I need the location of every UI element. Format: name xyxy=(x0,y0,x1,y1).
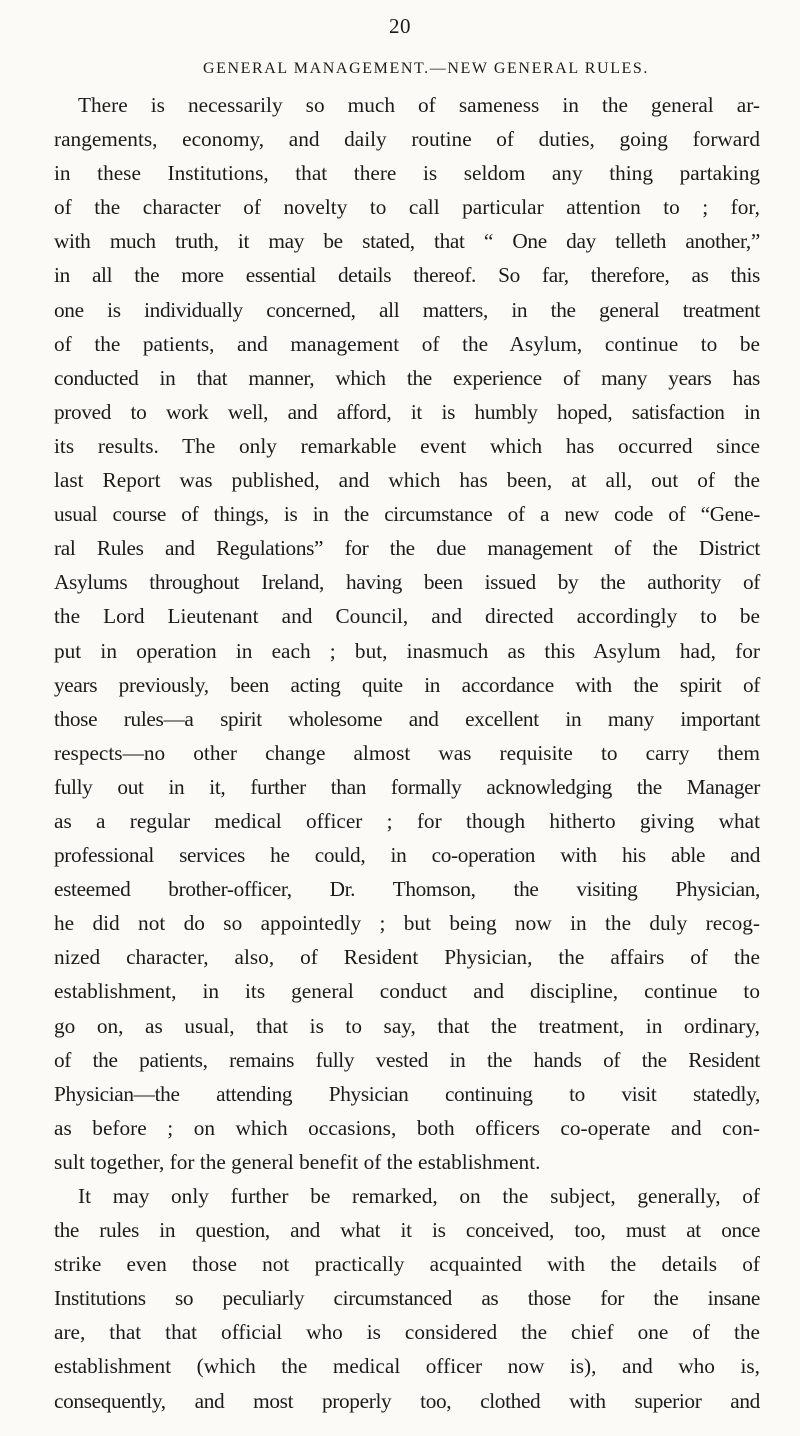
text-line: last Report was published, and which has been, at all, out of the xyxy=(54,468,760,493)
text-line: the rules in question, and what it is conceived, too, must at once xyxy=(54,1218,760,1243)
text-line: usual course of things, is in the circumstance of a new code of “Gene- xyxy=(54,502,760,527)
text-line: Physician—the attending Physician continuing to visit statedly, xyxy=(54,1081,760,1106)
text-line: Asylums throughout Ireland, having been issued by the authority of xyxy=(54,570,760,595)
text-line: fully out in it, further than formally acknowledging the Manager xyxy=(54,774,760,799)
text-line: establishment, in its general conduct and discipline, continue to xyxy=(54,979,760,1004)
text-line: put in operation in each ; but, inasmuch as this Asylum had, for xyxy=(54,638,760,663)
paragraph-2 xyxy=(54,1179,760,1418)
text-line: establishment (which the medical officer now is), and who is, xyxy=(54,1354,760,1379)
text-line: the Lord Lieutenant and Council, and directed accordingly to be xyxy=(54,604,760,629)
text-line: of the patients, and management of the Asylum, continue to be xyxy=(54,331,760,356)
text-line: he did not do so appointedly ; but being now in the duly recog- xyxy=(54,911,760,936)
text-line: one is individually concerned, all matters, in the general treatment xyxy=(54,297,760,322)
text-line: ral Rules and Regulations” for the due management of the District xyxy=(54,536,760,561)
text-line: professional services he could, in co-operation with his able and xyxy=(54,843,760,868)
page-number: 20 xyxy=(389,14,411,38)
text-line: proved to work well, and afford, it is humbly hoped, satisfaction in xyxy=(54,399,760,424)
text-line: nized character, also, of Resident Physician, the affairs of the xyxy=(54,945,760,970)
text-line: in these Institutions, that there is seldom any thing partaking xyxy=(54,161,760,186)
text-line: conducted in that manner, which the experience of many years has xyxy=(54,365,760,390)
text-line: esteemed brother-officer, Dr. Thomson, the visiting Physician, xyxy=(54,877,760,902)
text-line: with much truth, it may be stated, that “ One day telleth another,” xyxy=(54,229,760,254)
text-line: years previously, been acting quite in accordance with the spirit of xyxy=(54,672,760,697)
text-line: in all the more essential details thereof. So far, therefore, as this xyxy=(54,263,760,288)
text-line: strike even those not practically acquainted with the details of xyxy=(54,1252,760,1277)
text-line: go on, as usual, that is to say, that the treatment, in ordinary, xyxy=(54,1013,760,1038)
text-line: as a regular medical officer ; for though hitherto giving what xyxy=(54,808,760,833)
text-line: of the patients, remains fully vested in the hands of the Resident xyxy=(54,1047,760,1072)
text-line: respects—no other change almost was requisite to carry them xyxy=(54,740,760,765)
text-line: consequently, and most properly too, clothed with superior and xyxy=(54,1388,760,1413)
running-head: GENERAL MANAGEMENT.—NEW GENERAL RULES. xyxy=(202,60,650,77)
text-line: Institutions so peculiarly circumstanced as those for the insane xyxy=(54,1286,760,1311)
text-line: those rules—a spirit wholesome and excellent in many important xyxy=(54,706,760,731)
text-line: There is necessarily so much of sameness in the general ar- xyxy=(78,93,760,117)
text-line: of the character of novelty to call particular attention to ; for, xyxy=(54,195,760,220)
body-text xyxy=(54,88,760,1418)
text-line: sult together, for the general benefit of the establishment. xyxy=(54,1149,541,1174)
paragraph-1 xyxy=(54,88,760,1179)
text-line: It may only further be remarked, on the subject, generally, of xyxy=(78,1184,760,1208)
text-line: its results. The only remarkable event which has occurred since xyxy=(54,433,760,458)
text-line: rangements, economy, and daily routine of duties, going forward xyxy=(54,127,760,152)
text-line: as before ; on which occasions, both officers co-operate and con- xyxy=(54,1115,760,1140)
text-line: are, that that official who is considered the chief one of the xyxy=(54,1320,760,1345)
